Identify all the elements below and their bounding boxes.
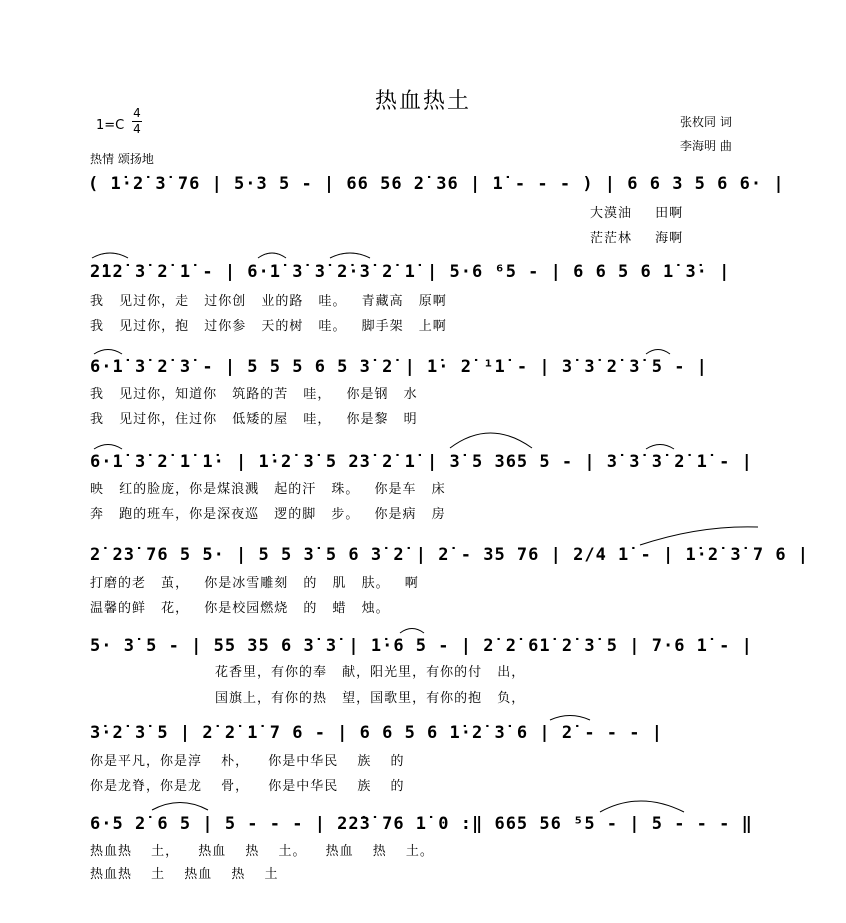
composer-credit: 李海明 曲 (680, 139, 732, 153)
lyricist-credit: 张枚同 词 (680, 115, 732, 129)
system-3-verse-1: 我 见过你，知道你 筑路的苦 哇， 你是钢 水 (90, 387, 418, 402)
key-signature: 1=C (96, 118, 125, 133)
system-2-verse-2: 我 见过你，抱 过你参 天的树 哇。 脚手架 上啊 (90, 319, 447, 334)
system-5-notes: 2̇ 23̇ 76 5 5· | 5 5 3̇ 5 6 3̇ 2̇ | 2̇ - 35 76 | 2/4 1̇ - | 1̇·2̇ 3̇ 7 6 | (90, 545, 810, 565)
song-title: 热血热土 (374, 89, 471, 114)
system-4-verse-2: 奔 跑的班车，你是深夜巡 逻的脚 步。 你是病 房 (90, 507, 446, 522)
system-2-verse-1: 我 见过你，走 过你创 业的路 哇。 青藏高 原啊 (90, 294, 447, 309)
system-1-verse-1: 大漠油 田啊 (590, 206, 684, 221)
system-1-verse-2: 茫茫林 海啊 (590, 231, 684, 246)
system-4-notes: 6·1̇ 3̇ 2̇ 1̇ 1̇· | 1̇·2̇ 3̇ 5 23̇ 2̇ 1̇ | 3̇ 5 365 5 - | 3̇ 3̇ 3̇ 2̇ 1̇ - | (90, 452, 753, 472)
system-1-notes: ( 1̇·2̇ 3̇ 76 | 5·3 5 - | 66 56 2̇ 36 | 1̇ - - - ) | 6 6 3 5 6 6· | (88, 174, 785, 194)
system-3-notes: 6·1̇ 3̇ 2̇ 3̇ - | 5 5 5 6 5 3̇ 2̇ | 1̇· 2̇ ¹1̇ - | 3̇ 3̇ 2̇ 3̇ 5 - | (90, 357, 708, 377)
time-signature-bottom: 4 (133, 122, 141, 136)
system-6-verse-1: 花香里，有你的奉 献，阳光里，有你的付 出， (215, 665, 526, 680)
system-7-notes: 3̇·2̇ 3̇ 5 | 2̇ 2̇ 1̇ 7 6 - | 6 6 5 6 1̇·2̇ 3̇ 6 | 2̇ - - - | (90, 723, 663, 743)
system-8-notes: 6·5 2̇ 6 5 | 5 - - - | 22̇3̇ 76 1̇ 0 :‖ 665 56 ⁵5 - | 5 - - - ‖ (90, 814, 753, 834)
system-6-verse-2: 国旗上，有你的热 望，国歌里，有你的抱 负， (215, 691, 526, 706)
system-4-verse-1: 映 红的脸庞，你是煤浪溅 起的汗 珠。 你是车 床 (90, 482, 446, 497)
system-8-verse-1: 热血热 土， 热血 热 土。 热血 热 土。 (90, 844, 434, 859)
system-5-verse-2: 温馨的鲜 花， 你是校园燃烧 的 蜡 烛。 (90, 601, 390, 616)
time-signature-top: 4 (133, 106, 141, 120)
system-7-verse-1: 你是平凡，你是淳 朴， 你是中华民 族 的 (90, 754, 405, 769)
system-3-verse-2: 我 见过你，住过你 低矮的屋 哇， 你是黎 明 (90, 412, 418, 427)
system-7-verse-2: 你是龙脊，你是龙 骨， 你是中华民 族 的 (90, 779, 405, 794)
system-2-notes: 2̇12̇ 3̇ 2̇ 1̇ - | 6·1̇ 3̇ 3̇ 2̇·3̇ 2̇ 1̇ | 5·6 ⁶5 - | 6 6 5 6 1̇ 3̇· | (90, 262, 731, 282)
system-5-verse-1: 打磨的老 茧， 你是冰雪雕刻 的 肌 肤。 啊 (90, 576, 419, 591)
system-8-verse-2: 热血热 土 热血 热 土 (90, 867, 279, 882)
system-6-notes: 5· 3̇ 5 - | 55 35 6 3̇ 3̇ | 1̇·6 5 - | 2̇ 2̇ 61̇ 2̇ 3̇ 5 | 7·6 1̇ - | (90, 636, 753, 656)
tempo-marking: 热情 颂扬地 (90, 152, 154, 166)
